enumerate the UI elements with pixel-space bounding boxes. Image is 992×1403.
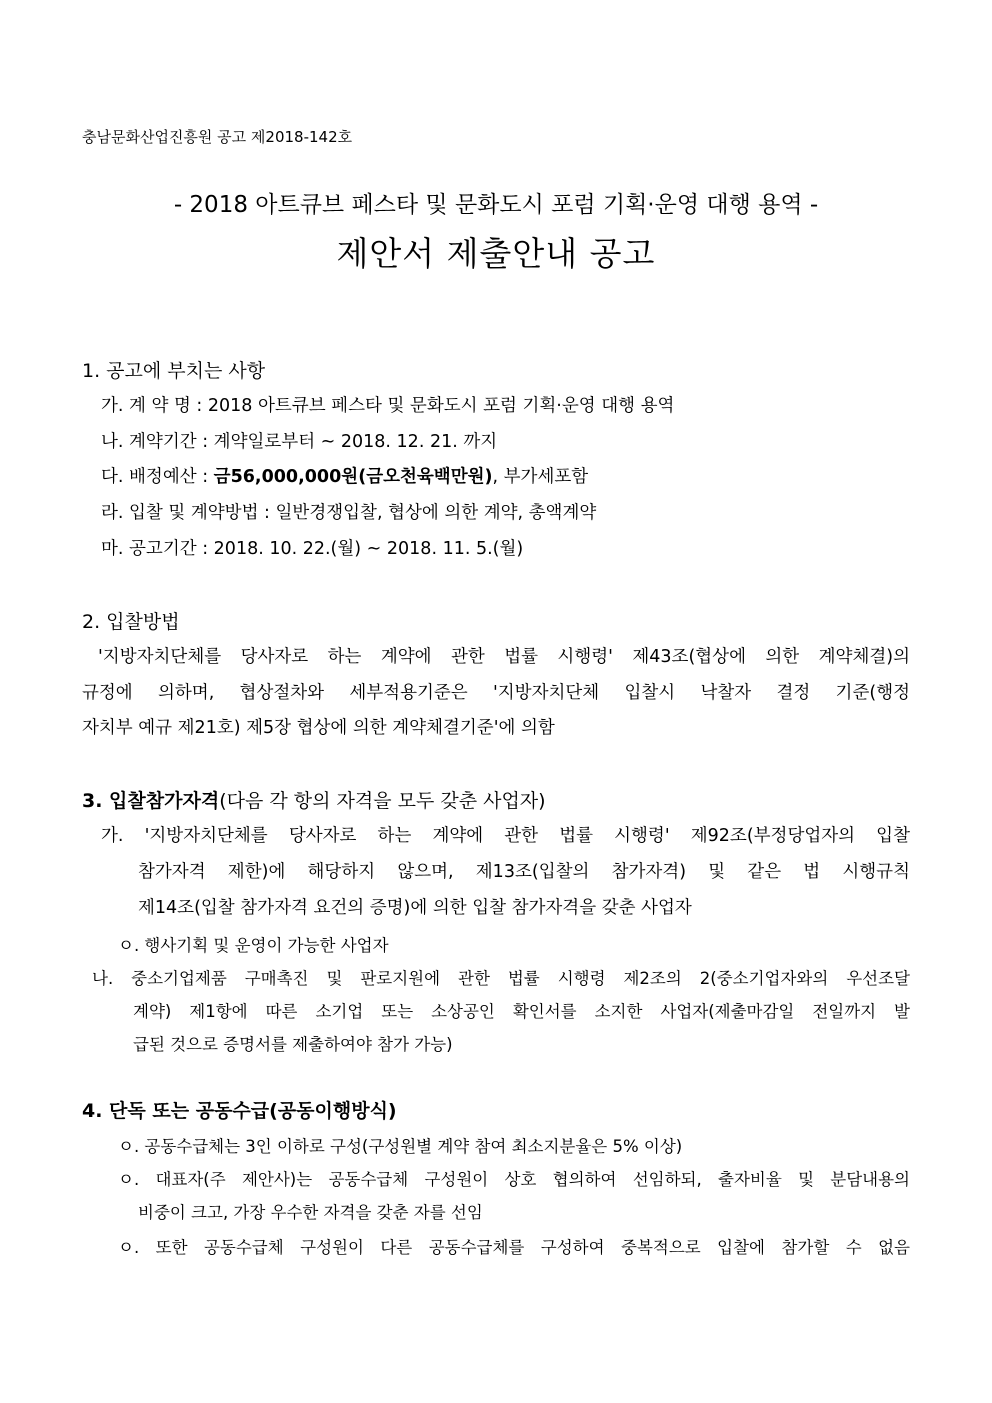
- section-1-item-budget: [101, 463, 588, 488]
- section-3-heading-text: 3. 입찰참가자격: [82, 790, 220, 812]
- budget-vat-note: , 부가세포함: [492, 467, 589, 487]
- section-2-line: '지방자치단체를 당사자로 하는 계약에 관한 법률 시행령' 제43조(협상에 의한 계약체결)의: [98, 647, 910, 667]
- section-1-heading: 1. 공고에 부치는 사항: [82, 360, 266, 382]
- document-subtitle: - 2018 아트큐브 페스타 및 문화도시 포럼 기획·운영 대행 용역 -: [173, 192, 819, 218]
- section-3-item-ga-line: 참가자격 제한)에 해당하지 않으며, 제13조(입찰의 참가자격) 및 같은 법 시행규칙: [138, 862, 910, 882]
- section-4-bullet: ㅇ. 대표자(주 제안사)는 공동수급체 구성원이 상호 협의하여 선임하되, 출자비율 및 분담내용의: [118, 1170, 910, 1189]
- section-3-item-na-line: 나. 중소기업제품 구매촉진 및 판로지원에 관한 법률 시행령 제2조의 2(중소기업자와의 우선조달: [92, 969, 910, 988]
- section-4-bullet-continuation: 비중이 크고, 가장 우수한 자격을 갖춘 자를 선임: [138, 1203, 483, 1222]
- section-4-heading: 4. 단독 또는 공동수급(공동이행방식): [82, 1100, 397, 1122]
- document-title: 제안서 제출안내 공고: [336, 234, 656, 273]
- section-3-bullet: ㅇ. 행사기획 및 운영이 가능한 사업자: [118, 936, 389, 955]
- section-1-item-contract-name: 가. 계 약 명 : 2018 아트큐브 페스타 및 문화도시 포럼 기획·운영 대행 용역: [101, 396, 675, 416]
- section-4-bullet: ㅇ. 또한 공동수급체 구성원이 다른 공동수급체를 구성하여 중복적으로 입찰에 참가할 수 없음: [118, 1238, 910, 1257]
- section-3-item-ga-line: 가. '지방자치단체를 당사자로 하는 계약에 관한 법률 시행령' 제92조(부정당업자의 입찰: [101, 826, 910, 846]
- section-2-line: 규정에 의하며, 협상절차와 세부적용기준은 '지방자치단체 입찰시 낙찰자 결정 기준(행정: [82, 683, 910, 703]
- section-3-item-na-line: 계약) 제1항에 따른 소기업 또는 소상공인 확인서를 소지한 사업자(제출마감일 전일까지 발: [133, 1002, 910, 1021]
- section-1-item-notice-period: 마. 공고기간 : 2018. 10. 22.(월) ~ 2018. 11. 5.(월): [101, 539, 524, 559]
- section-3-heading-note: (다음 각 항의 자격을 모두 갖춘 사업자): [219, 790, 546, 812]
- section-2-heading: 2. 입찰방법: [82, 611, 180, 633]
- section-2-line: 자치부 예규 제21호) 제5장 협상에 의한 계약체결기준'에 의함: [82, 718, 555, 738]
- budget-label: 다. 배정예산 :: [101, 467, 214, 487]
- section-4-bullet: ㅇ. 공동수급체는 3인 이하로 구성(구성원별 계약 참여 최소지분율은 5% 이상): [118, 1137, 683, 1156]
- section-1-item-contract-period: 나. 계약기간 : 계약일로부터 ~ 2018. 12. 21. 까지: [101, 432, 498, 452]
- section-1-item-bid-method: 라. 입찰 및 계약방법 : 일반경쟁입찰, 협상에 의한 계약, 총액계약: [101, 503, 597, 523]
- notice-number: 충남문화산업진흥원 공고 제2018-142호: [82, 128, 353, 146]
- section-3-item-na-line: 급된 것으로 증명서를 제출하여야 참가 가능): [133, 1035, 453, 1054]
- section-3-item-ga-line: 제14조(입찰 참가자격 요건의 증명)에 의한 입찰 참가자격을 갖춘 사업자: [138, 898, 692, 918]
- section-3-heading: [82, 786, 546, 813]
- budget-amount: 금56,000,000원(금오천육백만원): [213, 467, 493, 487]
